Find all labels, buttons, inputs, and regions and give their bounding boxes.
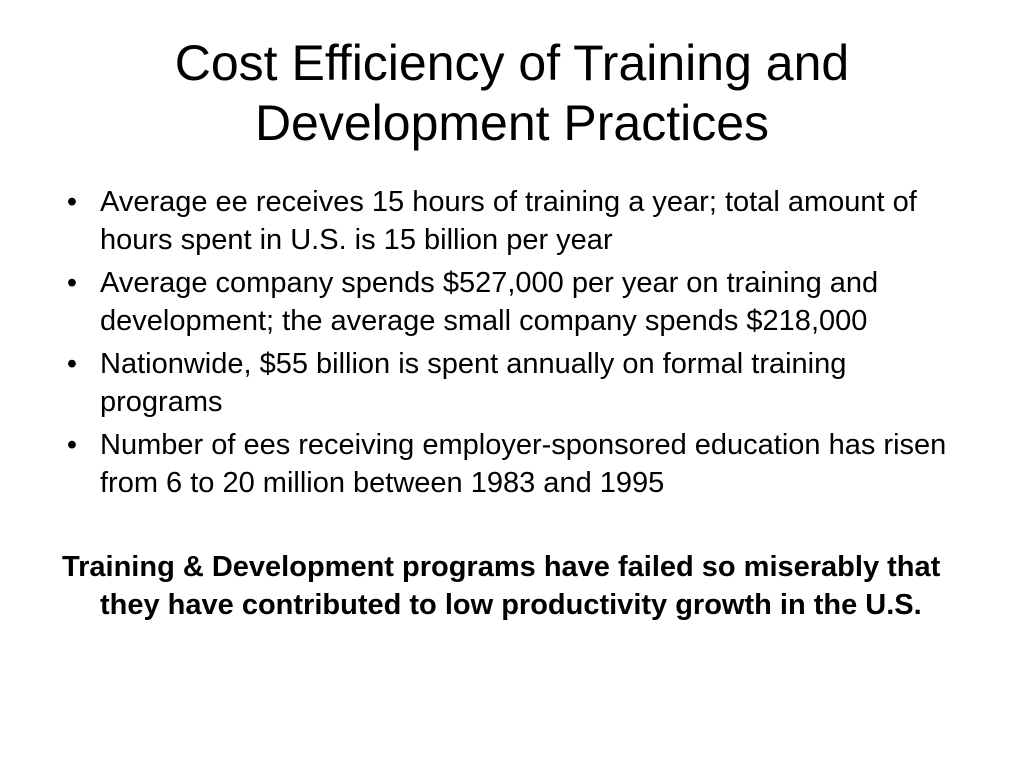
bullet-icon: • [66, 429, 78, 461]
bullet-list [62, 183, 972, 507]
conclusion-statement: Training & Development programs have failed so miserably that they have contributed to low productivity growth in the U.S. [62, 551, 941, 621]
bullet-icon: • [66, 348, 78, 380]
bullet-text: Average company spends $527,000 per year on training and development; the average small company spends $218,000 [100, 267, 879, 337]
bullet-item [62, 345, 972, 421]
bullet-item [62, 183, 972, 259]
bullet-icon: • [66, 186, 78, 218]
bullet-item [62, 264, 972, 340]
slide-title-line-1: Cost Efficiency of Training and [174, 35, 850, 91]
bullet-icon: • [66, 267, 78, 299]
bullet-text: Average ee receives 15 hours of training a year; total amount of hours spent in U.S. is 15 billion per year [100, 186, 917, 256]
bullet-text: Number of ees receiving employer-sponsored education has risen from 6 to 20 million between 1983 and 1995 [100, 429, 947, 499]
bullet-item [62, 426, 972, 502]
bullet-text: Nationwide, $55 billion is spent annually on formal training programs [100, 348, 847, 418]
slide-title [60, 33, 964, 153]
slide-title-line-2: Development Practices [254, 95, 770, 151]
